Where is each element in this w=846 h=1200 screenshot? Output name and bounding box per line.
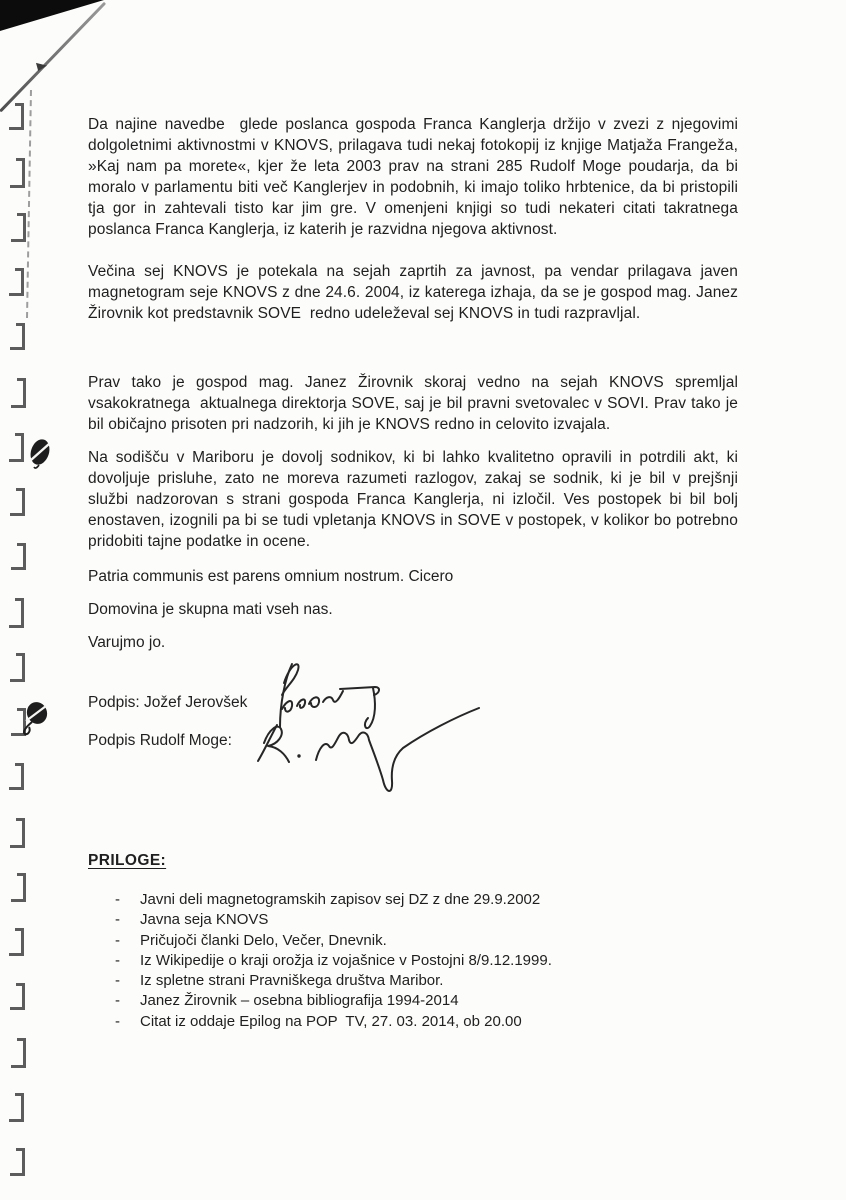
binding-mark [10, 983, 25, 1010]
attachment-item [88, 1012, 728, 1032]
attachments-list [88, 890, 728, 1032]
paragraph: Večina sej KNOVS je potekala na sejah zaprtih za javnost, pa vendar prilagava javen magnetogram seje KNOVS z dne 24.6. 2004, iz katerega izhaja, da se je gospod mag. Janez Žirovnik kot predstavnik SOVE redno udeleževal sej KNOVS in tudi razpravljal. [88, 263, 743, 322]
signature-label: Podpis Rudolf Moge: [88, 732, 232, 749]
bullet-dash: - [115, 972, 120, 990]
binding-mark [10, 488, 25, 516]
attachment-text: Javna seja KNOVS [140, 911, 269, 929]
binding-mark [9, 763, 24, 790]
binding-mark [11, 873, 26, 902]
bullet-dash: - [115, 951, 120, 969]
binding-mark [9, 433, 24, 462]
binding-mark [9, 598, 24, 628]
attachment-item [88, 951, 728, 971]
attachment-item [88, 971, 728, 991]
paragraph: Na sodišču v Mariboru je dovolj sodnikov, ki bi lahko kvalitetno opravili in potrdili akt, ki dovoljuje prisluhe, zato ne moreva razumeti razlogov, zakaj se sodnik, ki je bil v prejšnji službi nadzorovan s strani gospoda Franca Kanglerja, ni izločil. Ves postopek bi bil bolj enostaven, izognili pa bi se tudi vpletanja KNOVS in SOVE v postopek, v kolikor bo potrebno pridobiti tajne podatke in ocene. [88, 449, 743, 550]
binding-mark [9, 103, 24, 130]
folded-corner-shadow [0, 0, 112, 34]
binding-mark [11, 378, 26, 408]
attachment-text: Iz Wikipedije o kraji orožja iz vojašnice v Postojni 8/9.12.1999. [140, 951, 552, 969]
binding-mark [9, 928, 24, 956]
binding-mark [11, 213, 26, 242]
attachment-item [88, 931, 728, 951]
binding-mark [10, 818, 25, 848]
binding-mark [10, 653, 25, 682]
bullet-dash: - [115, 911, 120, 929]
attachment-text: Javni deli magnetogramskih zapisov sej DZ z dne 29.9.2002 [140, 891, 541, 908]
bullet-dash: - [115, 891, 120, 908]
bullet-dash: - [115, 992, 120, 1010]
binding-mark [10, 1148, 25, 1176]
binding-mark [11, 543, 26, 570]
binding-mark [11, 1038, 26, 1068]
paragraph: Da najine navedbe glede poslanca gospoda Franca Kanglerja držijo v zvezi z njegovimi dolgoletnimi aktivnostmi v KNOVS, prilagava tudi nekaj fotokopij iz knjige Matjaža Frangeža, »Kaj nam pa morete«, kjer že leta 2003 prav na strani 285 Rudolf Moge poudarja, da bi moralo v parlamentu biti več Kanglerjev in podobnih, ki imajo toliko hrbtenice, da bi pristopili tja gor in zahtevali tisto kar jim gre. V omenjeni knjigi so tudi nekateri citati takratnega poslanca Franca Kanglerja, iz katerih je razvidna njegova aktivnost. [88, 116, 743, 238]
attachment-text: Iz spletne strani Pravniškega društva Maribor. [140, 972, 444, 990]
attachment-text: Janez Žirovnik – osebna bibliografija 1994-2014 [140, 992, 459, 1010]
quote-line: Varujmo jo. [88, 634, 166, 651]
attachment-text: Citat iz oddaje Epilog na POP TV, 27. 03. 2014, ob 20.00 [140, 1012, 522, 1030]
attachment-text: Pričujoči članki Delo, Večer, Dnevnik. [140, 931, 387, 949]
quote-line: Patria communis est parens omnium nostrum. Cicero [88, 568, 454, 585]
signature-label: Podpis: Jožef Jerovšek [88, 694, 248, 711]
binding-mark [10, 158, 25, 188]
binding-mark [10, 323, 25, 350]
attachments-heading: PRILOGE: [88, 852, 167, 869]
bullet-dash: - [115, 931, 120, 949]
attachment-item [88, 910, 728, 930]
attachment-item [88, 890, 728, 910]
attachment-item [88, 991, 728, 1011]
ink-blob [27, 436, 53, 470]
paragraph: Prav tako je gospod mag. Janez Žirovnik skoraj vedno na sejah KNOVS spremljal vsakokratnega aktualnega direktorja SOVE, saj je bil pravni svetovalec v SOVI. Prav tako je bil običajno prisoten pri nadzorih, ki jih je KNOVS redno in celovito izvajala. [88, 374, 743, 433]
bullet-dash: - [115, 1012, 120, 1030]
binding-mark [9, 1093, 24, 1122]
binding-mark [9, 268, 24, 296]
quote-line: Domovina je skupna mati vseh nas. [88, 601, 333, 618]
ink-blob [18, 699, 50, 737]
handwritten-signature [240, 645, 650, 820]
fold-dotted-edge [26, 90, 32, 318]
